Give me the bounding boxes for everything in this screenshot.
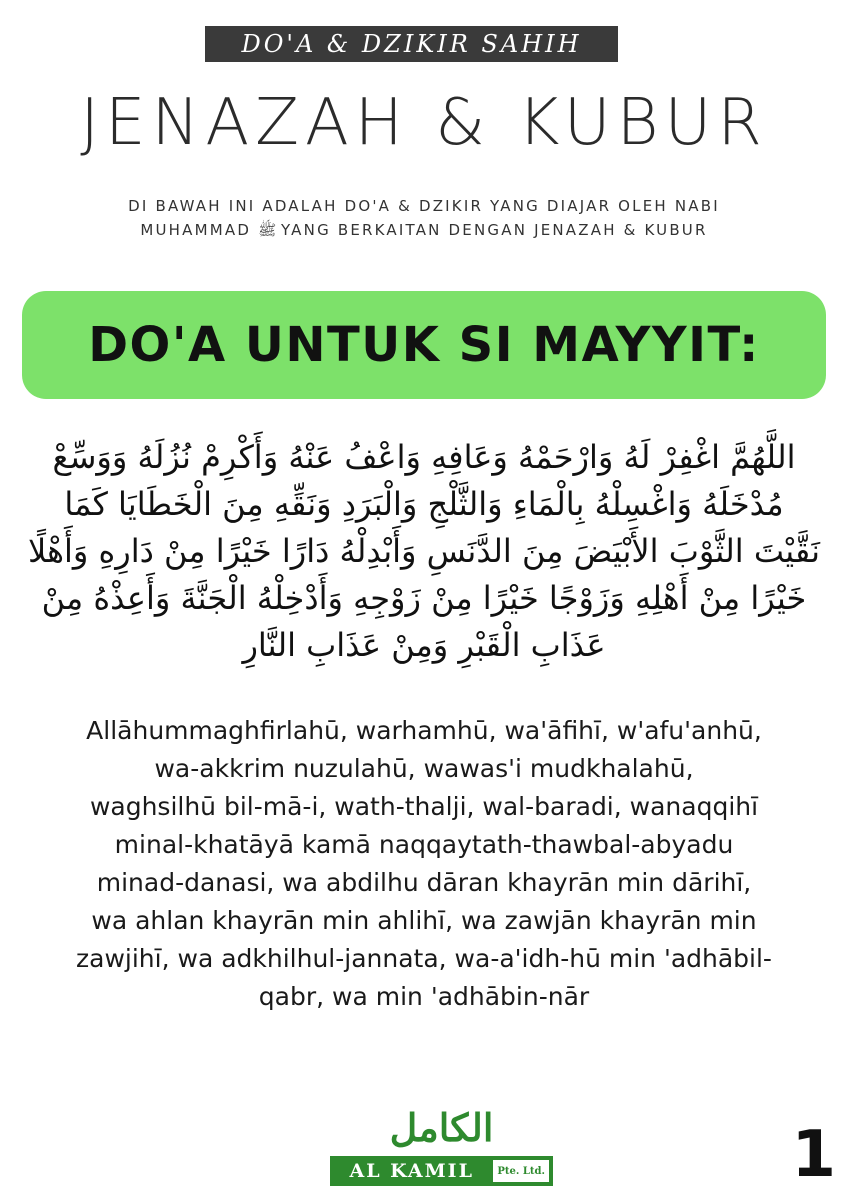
page-title: JENAZAH & KUBUR (80, 86, 768, 160)
section-heading-box (22, 291, 826, 399)
transliteration-line: Allāhummaghfirlahū, warhamhū, wa'āfihī, w'afu'anhū, (86, 716, 762, 745)
transliteration-line: qabr, wa min 'adhābin-nār (258, 982, 590, 1011)
transliteration-line: minal-khatāyā kamā naqqaytath-thawbal-abyadu (114, 830, 734, 859)
transliteration-block (24, 712, 824, 1016)
section-heading: DO'A UNTUK SI MAYYIT: (88, 317, 760, 373)
al-kamil-logo (330, 1102, 553, 1186)
transliteration-line: waghsilhū bil-mā-i, wath-thalji, wal-baradi, wanaqqihī (89, 792, 759, 821)
transliteration-line: wa ahlan khayrān min ahlihī, wa zawjān khayrān min (91, 906, 757, 935)
transliteration-line: wa-akkrim nuzulahū, wawas'i mudkhalahū, (154, 754, 694, 783)
logo-name: AL KAMIL (349, 1160, 474, 1182)
logo-name-bar (330, 1156, 553, 1186)
page-subtitle (60, 194, 788, 242)
arabic-prayer-text: اللَّهُمَّ اغْفِرْ لَهُ وَارْحَمْهُ وَعَافِهِ وَاعْفُ عَنْهُ وَأَكْرِمْ نُزُلَهُ وَوَسِّعْ مُدْخَلَهُ وَاغْسِلْهُ بِالْمَاءِ وَالثَّلْجِ وَالْبَرَدِ وَنَقِّهِ مِنَ الْخَطَايَا كَمَا نَقَّيْتَ الثَّوْبَ الأَبْيَضَ مِنَ الدَّنَسِ وَأَبْدِلْهُ دَارًا خَيْرًا مِنْ دَارِهِ وَأَهْلًا خَيْرًا مِنْ أَهْلِهِ وَزَوْجًا خَيْرًا مِنْ زَوْجِهِ وَأَدْخِلْهُ الْجَنَّةَ وَأَعِذْهُ مِنْ عَذَابِ الْقَبْرِ وَمِنْ عَذَابِ النَّارِ (28, 438, 820, 664)
series-badge: DO'A & DZIKIR SAHIH (205, 26, 618, 62)
subtitle-line: MUHAMMAD ﷺ YANG BERKAITAN DENGAN JENAZAH & KUBUR (140, 221, 708, 239)
logo-company-suffix: Pte. Ltd. (493, 1160, 549, 1182)
page-number: 1 (791, 1118, 836, 1192)
transliteration-line: minad-danasi, wa abdilhu dāran khayrān min dārihī, (96, 868, 752, 897)
logo-arabic-name: الكامل (389, 1105, 494, 1150)
subtitle-line: DI BAWAH INI ADALAH DO'A & DZIKIR YANG DIAJAR OLEH NABI (128, 197, 720, 215)
transliteration-line: zawjihī, wa adkhilhul-jannata, wa-a'idh-hū min 'adhābil- (76, 944, 772, 973)
